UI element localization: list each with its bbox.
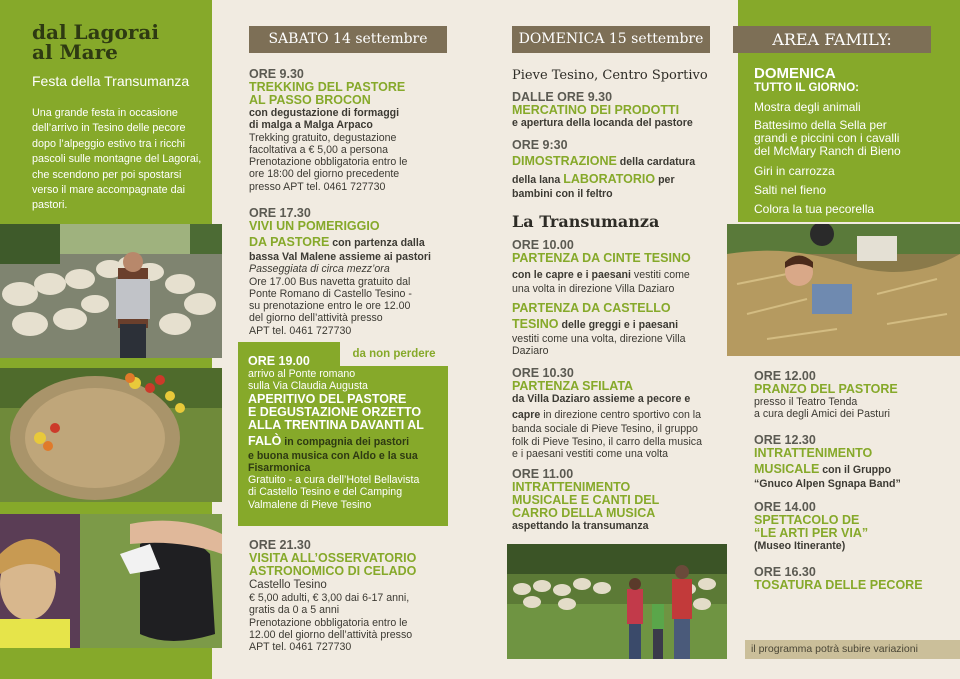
intro-divider-band — [0, 502, 212, 514]
sat-event-pomeriggio: ORE 17.30 VIVI UN POMERIGGIO DA PASTORE con partenza dalla bassa Val Malene assieme ai pastori Passeggiata di circa mezz’ora Ore 17.00 Bus navetta gratuito dal Ponte Romano di Castello Tesino - su prenotazione entro le ore 12.00 del giorno dell’attività presso APT tel. 0461 727730 — [249, 206, 431, 337]
sunday-place: Pieve Tesino, Centro Sportivo — [512, 68, 708, 83]
family-header: AREA FAMILY: — [733, 26, 931, 53]
highlight-box: da non perdere ORE 19.00 arrivo al Ponte romano sulla Via Claudia Augusta APERITIVO DEL PASTORE E DEGUSTAZIONE ORZETTO ALLA TRENTINA DAVANTI AL FALÒ in compagnia dei pastori e buona musica con Aldo e la sua Fisarmonica Gratuito - a cura dell’Hotel Bellavista di Castello Tesino e del Camping Valmalene di Pieve Tesino — [238, 342, 448, 526]
sun-event-castello: PARTENZA DA CASTELLO TESINO delle greggi e i paesani vestiti come una volta, direzione Villa Daziaro — [512, 301, 686, 358]
intro-divider-band — [0, 358, 212, 368]
intro-text: Una grande festa in occasione dell’arrivo in Tesino delle pecore dopo l’alpeggio estivo tra i ricchi pascoli sulle montagne del Lagorai, che scendono per poi spostarsi verso il mare accompagnate dai pastori. — [32, 107, 202, 212]
fam-event-tosatura: ORE 16.30 TOSATURA DELLE PECORE — [754, 565, 923, 592]
footer-note: il programma potrà subire variazioni — [745, 640, 960, 659]
must-see-badge: da non perdere — [340, 342, 448, 366]
child-goat-photo — [0, 514, 222, 648]
sun-event-dimostrazione: ORE 9:30 DIMOSTRAZIONE della cardatura della lana LABORATORIO per bambini con il feltro — [512, 138, 696, 200]
sat-event-trekking: ORE 9.30 TREKKING DEL PASTORE AL PASSO BROCON con degustazione di formaggi di malga a Malga Arpaco Trekking gratuito, degustazione facoltativa a € 5,00 a persona Prenotazione obbligatoria entro le ore 18:00 del giorno precedente presso APT tel. 0461 727730 — [249, 67, 408, 193]
sheep-flock-photo — [0, 224, 222, 358]
sun-event-intrattenimento: ORE 11.00 INTRATTENIMENTO MUSICALE E CANTI DEL CARRO DELLA MUSICA aspettando la transumanza — [512, 467, 660, 532]
transumanza-photo — [507, 544, 727, 659]
sun-event-sfilata: ORE 10.30 PARTENZA SFILATA da Villa Daziaro assieme a pecore e capre in direzione centro sportivo con la banda sociale di Pieve Tesino, il gruppo folk di Pieve Tesino, il carro della musica e i paesani vestiti come una volta — [512, 366, 702, 460]
hay-child-photo — [727, 224, 960, 356]
fam-event-intrattenimento: ORE 12.30 INTRATTENIMENTO MUSICALE con il Gruppo “Gnuco Alpen Sgnapa Band” — [754, 433, 901, 490]
hay-bale-flowers-photo — [0, 368, 222, 502]
sun-event-mercatino: DALLE ORE 9.30 MERCATINO DEI PRODOTTI e apertura della locanda del pastore — [512, 90, 693, 129]
transumanza-title: La Transumanza — [512, 212, 660, 231]
sunday-header: DOMENICA 15 settembre — [512, 26, 710, 53]
fam-event-spettacolo: ORE 14.00 SPETTACOLO DE “LE ARTI PER VIA” (Museo Itinerante) — [754, 500, 869, 552]
sat-event-osservatorio: ORE 21.30 VISITA ALL’OSSERVATORIO ASTRONOMICO DI CELADO Castello Tesino € 5,00 adulti, € 3,00 dai 6-17 anni, gratis da 0 a 5 anni Prenotazione obbligatoria entro le 12.00 del giorno dell’attività presso APT tel. 0461 727730 — [249, 538, 417, 654]
intro-subtitle: Festa della Transumanza — [32, 73, 190, 89]
intro-bottom-band — [0, 648, 212, 679]
saturday-header: SABATO 14 settembre — [249, 26, 447, 53]
fam-event-pranzo: ORE 12.00 PRANZO DEL PASTORE presso il Teatro Tenda a cura degli Amici dei Pasturi — [754, 369, 898, 421]
intro-title: dal Lagorai al Mare — [32, 20, 159, 64]
sun-event-cinte: ORE 10.00 PARTENZA DA CINTE TESINO con le capre e i paesani vestiti come una volta in direzione Villa Daziaro — [512, 238, 691, 295]
family-list: DOMENICA TUTTO IL GIORNO: Mostra degli animali Battesimo della Sella per grandi e piccini con i cavalli del McMary Ranch di Bieno Giri in carrozza Salti nel fieno Colora la tua pecorella — [754, 65, 901, 216]
